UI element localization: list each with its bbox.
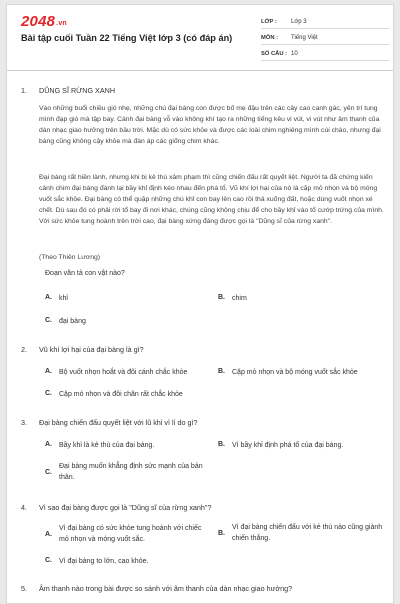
meta-key: SỐ CÂU : (261, 50, 288, 57)
question-number: 4. (21, 503, 27, 512)
document-title: Bài tập cuối Tuần 22 Tiếng Việt lớp 3 (có đáp án) (21, 33, 233, 43)
passage-title: DŨNG SĨ RỪNG XANH (39, 86, 116, 95)
document-header (7, 5, 393, 71)
option-b[interactable]: B. Cặp mỏ nhọn và bộ móng vuốt sắc khỏe (218, 368, 358, 376)
question-text: Đại bàng chiến đấu quyết liệt với lũ khỉ vì lí do gì? (39, 418, 198, 427)
question-number: 2. (21, 345, 27, 354)
option-a[interactable]: A. Bộ vuốt nhọn hoắt và đôi cánh chắc khỏe (45, 368, 188, 376)
question-5 (21, 584, 292, 593)
site-logo[interactable]: 2048.vn (21, 13, 67, 30)
question-1 (21, 86, 115, 95)
meta-value: Tiếng Việt (291, 34, 318, 41)
option-c[interactable]: C. Đại bàng muốn khẳng định sức mạnh của bản thân. (45, 463, 203, 481)
question-number: 3. (21, 418, 27, 427)
option-a[interactable]: A. Vì đại bàng có sức khỏe tung hoành với chiếc mỏ nhọn và móng vuốt sắc. (45, 525, 202, 543)
meta-key: MÔN : (261, 34, 279, 41)
meta-table (261, 15, 389, 63)
option-c[interactable]: C. đại bàng (45, 317, 86, 325)
option-c[interactable]: C. Cặp mỏ nhọn và đôi chân rất chắc khỏe (45, 390, 183, 398)
option-b[interactable]: B. Vì đại bàng chiến đấu với kẻ thù nào cũng giành chiến thắng. (218, 524, 383, 542)
question-text: Âm thanh nào trong bài được so sánh với âm thanh của dàn nhạc giao hưởng? (39, 584, 293, 593)
option-a[interactable]: A. Bầy khỉ là kẻ thù của đại bàng. (45, 441, 155, 449)
question-prompt: Đoạn văn tả con vật nào? (45, 270, 125, 277)
question-text: Vũ khí lợi hại của đại bàng là gì? (39, 345, 144, 354)
meta-row-count (261, 47, 389, 61)
meta-value: Lớp 3 (291, 18, 307, 25)
meta-row-subject (261, 31, 389, 45)
question-text: Vì sao đại bàng được gọi là "Dũng sĩ của rừng xanh"? (39, 503, 212, 512)
option-c[interactable]: C. Vì đại bàng to lớn, cao khỏe. (45, 557, 149, 565)
meta-value: 10 (291, 50, 298, 57)
question-3 (21, 418, 198, 427)
document-page (6, 4, 394, 604)
passage-paragraph-2: Đại bàng rất hiền lành, nhưng khi bị kẻ thù xâm phạm thì cũng chiến đấu rất quyết liệt. Người ta đã chứng kiến cảnh chim đại bàng đánh lại bầy khỉ định kéo nhau đến phá tổ. Vũ khí lợi hại của nó là cặp mỏ nhọn và bộ móng vuốt sắc khỏe. Đại bàng có thể quặp những chú khỉ con bay lên cao rồi thả xuống đất, hoặc dùng vuốt nhọn xé chết. Dù sau đó có phải rời tổ bay đi nơi khác, chúng cũng không chịu để cho bầy khỉ vào tổ cướp trứng của mình. Với sức khỏe tung hoành trên trời cao, đại bàng xứng đáng được gọi là "Dũng sĩ của rừng xanh". (39, 174, 384, 225)
option-a[interactable]: A. khỉ (45, 294, 68, 302)
meta-row-class (261, 15, 389, 29)
passage-paragraph-1: Vào những buổi chiều gió nhẹ, những chú đại bàng con được bố mẹ đậu trên các cây cao canh gác, yên trí tung mình đạp gió mà tập bay. Cánh đại bàng vỗ vào không khí tạo ra những tiếng kêu vi vút, vi vút như âm thanh của dàn nhạc giao hưởng trên bầu trời. Mặc dù có sức khỏe và được các loài chim nghiêng mình cúi chào, nhưng đại bàng cũng không cậy khỏe mà đàn áp các giống chim khác. (39, 105, 381, 145)
question-number: 5. (21, 584, 27, 593)
question-number: 1. (21, 86, 27, 95)
option-b[interactable]: B. chim (218, 294, 247, 302)
question-4 (21, 503, 211, 512)
question-2 (21, 345, 144, 354)
option-b[interactable]: B. Vì bầy khỉ định phá tổ của đại bàng. (218, 441, 344, 449)
meta-key: LỚP : (261, 18, 277, 25)
passage-source: (Theo Thiên Lương) (39, 254, 101, 261)
